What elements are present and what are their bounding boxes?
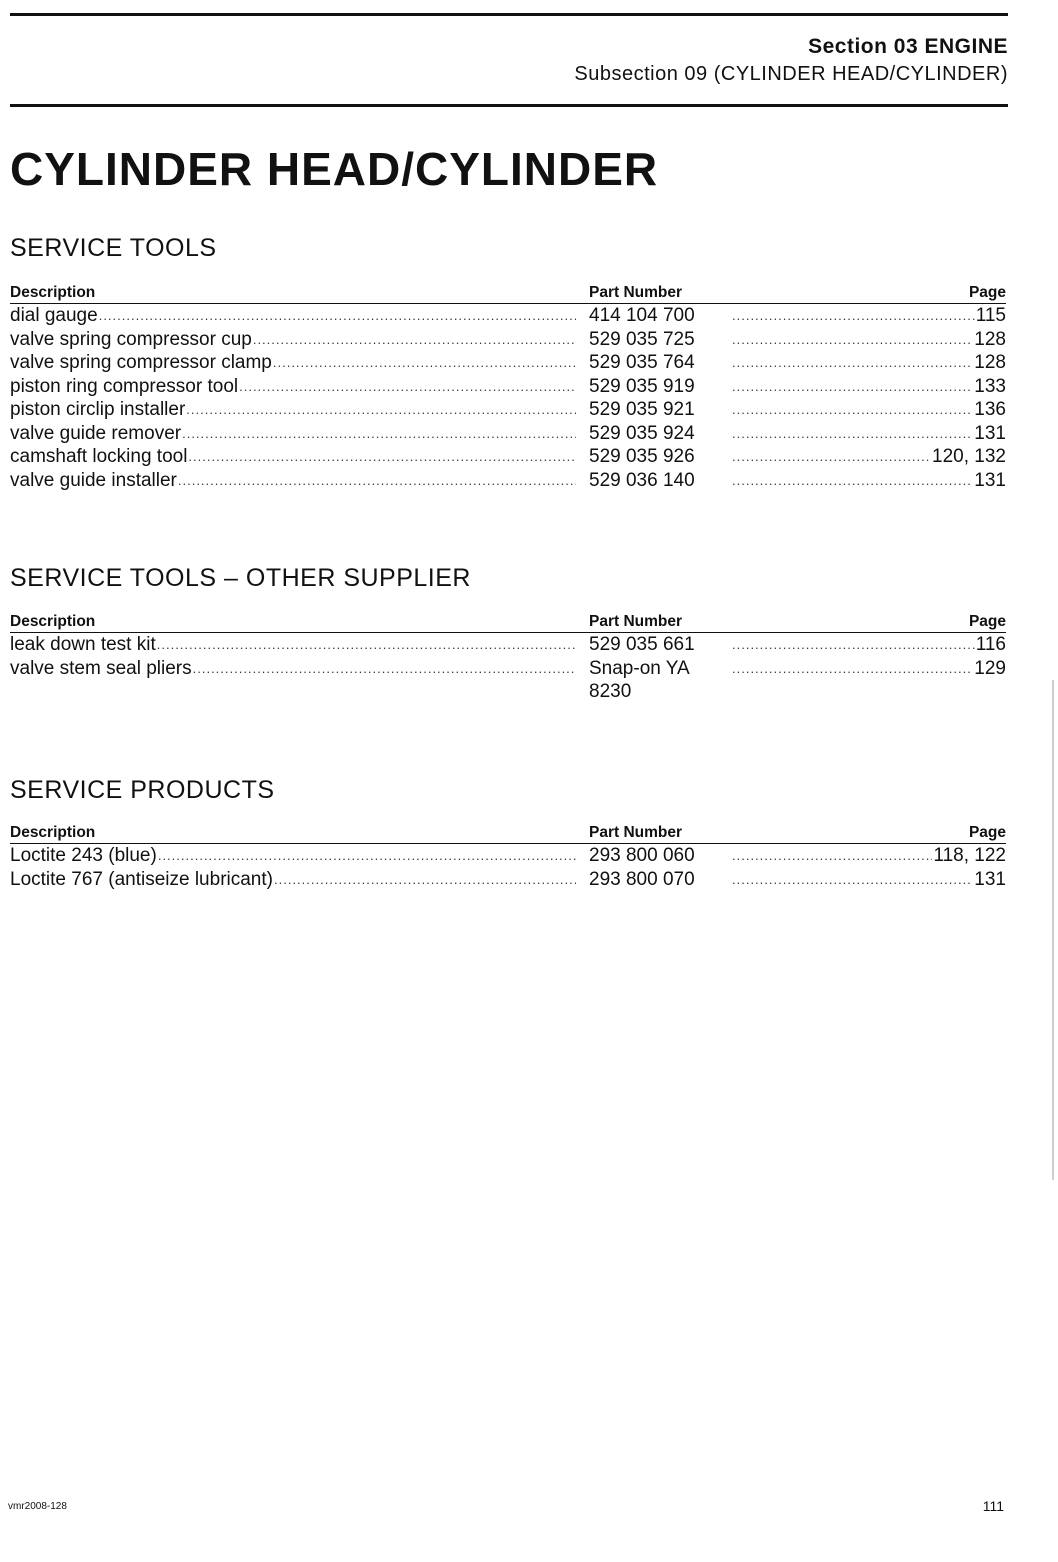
dot-leader xyxy=(182,422,576,446)
dot-leader xyxy=(188,445,576,469)
header-rule-top xyxy=(10,13,1008,16)
description-cell xyxy=(10,304,577,328)
page-cell xyxy=(731,633,1006,657)
subsection-heading: Subsection 09 (CYLINDER HEAD/CYLINDER) xyxy=(574,63,1008,85)
table-row xyxy=(10,375,1006,399)
page-cell xyxy=(731,657,1006,681)
other-supplier-heading: SERVICE TOOLS – OTHER SUPPLIER xyxy=(10,564,471,592)
column-part-number: Part Number xyxy=(589,613,683,630)
dot-leader xyxy=(732,328,973,352)
table-row xyxy=(10,351,1006,375)
description-text: piston ring compressor tool xyxy=(10,375,239,397)
description-text: camshaft locking tool xyxy=(10,446,188,467)
dot-leader xyxy=(732,422,973,446)
dot-leader xyxy=(732,351,973,375)
description-cell xyxy=(10,328,577,352)
page-cell xyxy=(731,844,1006,868)
part-number-cell: 529 035 725 xyxy=(589,328,695,350)
description-text: Loctite 243 (blue) xyxy=(10,845,157,866)
column-part-number: Part Number xyxy=(589,824,683,841)
page-title: CYLINDER HEAD/CYLINDER xyxy=(10,143,659,195)
dot-leader xyxy=(732,445,931,469)
table-row xyxy=(10,422,1006,446)
part-number-cell: 293 800 070 xyxy=(589,868,695,890)
page-cell xyxy=(731,398,1006,422)
description-text: valve guide remover xyxy=(10,422,182,444)
column-page: Page xyxy=(968,824,1006,841)
table-header xyxy=(10,284,1006,304)
dot-leader xyxy=(273,351,576,375)
page-cell xyxy=(731,469,1006,493)
service-products-heading: SERVICE PRODUCTS xyxy=(10,776,275,804)
table-row xyxy=(10,657,1006,704)
page-ref: 128 xyxy=(974,328,1006,350)
dot-leader xyxy=(732,657,973,681)
dot-leader xyxy=(732,844,932,868)
description-cell xyxy=(10,375,577,399)
page-ref: 133 xyxy=(974,375,1006,397)
part-number-cell: 529 035 921 xyxy=(589,399,695,420)
dot-leader xyxy=(732,304,975,328)
page-ref: 118, 122 xyxy=(933,845,1006,866)
dot-leader xyxy=(732,868,973,892)
description-cell xyxy=(10,398,577,422)
part-number-cell: 529 035 924 xyxy=(589,422,695,444)
table-row xyxy=(10,844,1006,868)
dot-leader xyxy=(732,375,973,399)
description-text: Loctite 767 (antiseize lubricant) xyxy=(10,868,273,890)
dot-leader xyxy=(732,398,973,422)
description-cell xyxy=(10,422,577,446)
service-products-table xyxy=(10,824,1006,891)
part-number-cell: 529 036 140 xyxy=(589,469,695,491)
other-supplier-table xyxy=(10,613,1006,704)
column-page: Page xyxy=(968,284,1006,301)
page-cell xyxy=(731,304,1006,328)
page-ref: 120, 132 xyxy=(932,446,1006,467)
header-rule-bottom xyxy=(10,104,1008,107)
column-description: Description xyxy=(10,613,96,630)
column-page: Page xyxy=(968,613,1006,630)
dot-leader xyxy=(178,469,576,493)
description-cell xyxy=(10,844,577,868)
description-cell xyxy=(10,351,577,375)
service-tools-table xyxy=(10,284,1006,492)
table-header xyxy=(10,824,1006,844)
table-row xyxy=(10,469,1006,493)
table-body xyxy=(10,304,1006,492)
table-row xyxy=(10,633,1006,657)
service-tools-heading: SERVICE TOOLS xyxy=(10,234,217,262)
dot-leader xyxy=(732,633,975,657)
table-row xyxy=(10,304,1006,328)
document-code: vmr2008-128 xyxy=(8,1501,67,1512)
column-description: Description xyxy=(10,824,96,841)
dot-leader xyxy=(732,469,973,493)
description-text: valve guide installer xyxy=(10,469,177,491)
table-row xyxy=(10,328,1006,352)
page-number: 111 xyxy=(982,1498,1004,1514)
part-number-cell: 293 800 060 xyxy=(589,845,695,866)
description-cell xyxy=(10,633,577,657)
column-description: Description xyxy=(10,284,96,301)
description-text: leak down test kit xyxy=(10,634,156,655)
column-part-number: Part Number xyxy=(589,284,683,301)
part-number-cell: 414 104 700 xyxy=(589,305,695,326)
page-cell xyxy=(731,351,1006,375)
dot-leader xyxy=(186,398,576,422)
dot-leader xyxy=(239,375,576,399)
description-text: dial gauge xyxy=(10,305,98,326)
table-row xyxy=(10,868,1006,892)
page-ref: 131 xyxy=(974,868,1006,890)
table-row xyxy=(10,445,1006,469)
part-number-cell: 529 035 919 xyxy=(589,375,695,397)
page-cell xyxy=(731,445,1006,469)
dot-leader xyxy=(253,328,576,352)
table-body xyxy=(10,633,1006,704)
table-body xyxy=(10,844,1006,891)
page-ref: 136 xyxy=(974,399,1006,420)
dot-leader xyxy=(99,304,576,328)
description-text: valve stem seal pliers xyxy=(10,657,192,679)
scan-edge-mark xyxy=(1052,680,1054,1180)
table-header xyxy=(10,613,1006,633)
part-number-cell: 529 035 926 xyxy=(589,446,695,467)
description-text: valve spring compressor cup xyxy=(10,328,252,350)
description-text: valve spring compressor clamp xyxy=(10,352,272,373)
dot-leader xyxy=(158,844,576,868)
page-cell xyxy=(731,328,1006,352)
page-ref: 128 xyxy=(974,352,1006,373)
table-row xyxy=(10,398,1006,422)
part-number-cell: Snap-on YA 8230 xyxy=(589,657,689,702)
page-ref: 131 xyxy=(974,422,1006,444)
description-cell xyxy=(10,445,577,469)
page-ref: 115 xyxy=(975,305,1006,326)
dot-leader xyxy=(274,868,576,892)
part-number-cell: 529 035 661 xyxy=(589,634,695,655)
description-cell xyxy=(10,868,577,892)
section-heading: Section 03 ENGINE xyxy=(808,35,1008,58)
page-cell xyxy=(731,375,1006,399)
page-ref: 129 xyxy=(974,657,1006,679)
description-cell xyxy=(10,657,577,681)
description-text: piston circlip installer xyxy=(10,399,186,420)
page-cell xyxy=(731,422,1006,446)
part-number-cell: 529 035 764 xyxy=(589,352,695,373)
page-ref: 131 xyxy=(974,469,1006,491)
description-cell xyxy=(10,469,577,493)
page-ref: 116 xyxy=(975,634,1006,655)
dot-leader xyxy=(157,633,576,657)
page-cell xyxy=(731,868,1006,892)
dot-leader xyxy=(193,657,576,681)
